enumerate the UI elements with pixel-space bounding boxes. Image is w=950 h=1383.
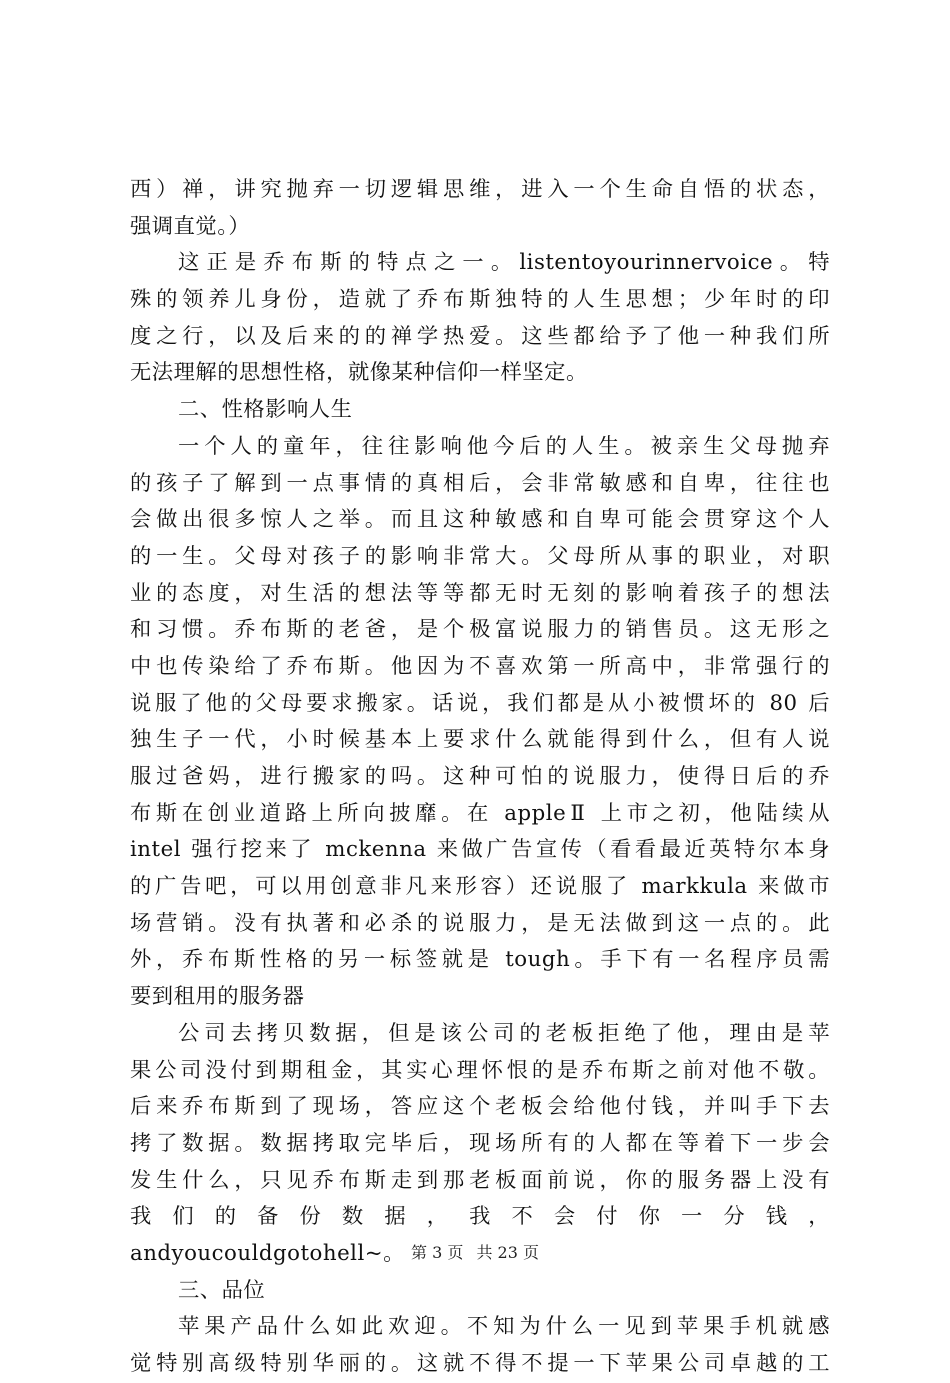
text-line: 无法理解的思想性格，就像某种信仰一样坚定。 xyxy=(130,360,588,386)
text-line: 的孩子了解到一点事情的真相后，会非常敏感和自卑，往往也 xyxy=(130,470,830,496)
text-line: 觉特别高级特别华丽的。这就不得不提一下苹果公司卓越的工 xyxy=(130,1351,830,1376)
text-line: 殊的领养儿身份，造就了乔布斯独特的人生思想；少年时的印 xyxy=(130,287,830,313)
text-line: 公司去拷贝数据，但是该公司的老板拒绝了他，理由是苹 xyxy=(178,1020,830,1046)
text-line: 外，乔布斯性格的另一标签就是 tough。手下有一名程序员需 xyxy=(130,947,830,973)
document-body xyxy=(130,172,830,1383)
text-line: 场营销。没有执著和必杀的说服力，是无法做到这一点的。此 xyxy=(130,910,830,936)
text-line: 拷了数据。数据拷取完毕后，现场所有的人都在等着下一步会 xyxy=(130,1130,830,1156)
text-line: andyoucouldgotohell~。 xyxy=(130,1240,405,1266)
text-line: 和习惯。乔布斯的老爸，是个极富说服力的销售员。这无形之 xyxy=(130,617,830,643)
page-total: 共 23 页 xyxy=(476,1243,539,1262)
text-line: 果公司没付到期租金，其实心理怀恨的是乔布斯之前对他不敬。 xyxy=(130,1057,830,1083)
text-line: 我 们 的 备 份 数 据 ， 我 不 会 付 你 一 分 钱 ， xyxy=(130,1204,830,1230)
text-line: 一个人的童年，往往影响他今后的人生。被亲生父母抛弃 xyxy=(178,433,830,459)
text-line: 的广告吧，可以用创意非凡来形容）还说服了 markkula 来做市 xyxy=(130,874,830,900)
text-line: 布斯在创业道路上所向披靡。在 appleⅡ 上市之初，他陆续从 xyxy=(130,800,830,826)
text-line: 中也传染给了乔布斯。他因为不喜欢第一所高中，非常强行的 xyxy=(130,653,830,679)
section-heading: 三、品位 xyxy=(178,1277,266,1303)
text-line: 度之行，以及后来的的禅学热爱。这些都给予了他一种我们所 xyxy=(130,323,830,349)
section-heading: 二、性格影响人生 xyxy=(178,397,353,423)
text-line: 独生子一代，小时候基本上要求什么就能得到什么，但有人说 xyxy=(130,727,830,753)
text-line: 苹果产品什么如此欢迎。不知为什么一见到苹果手机就感 xyxy=(178,1314,830,1340)
page-number: 第 3 页 xyxy=(411,1243,464,1262)
text-line: intel 强行挖来了 mckenna 来做广告宣传（看看最近英特尔本身 xyxy=(130,837,830,863)
text-line: 后来乔布斯到了现场，答应这个老板会给他付钱，并叫手下去 xyxy=(130,1094,830,1120)
page-footer xyxy=(0,1242,950,1264)
text-line: 要到租用的服务器 xyxy=(130,984,305,1010)
text-line: 服过爸妈，进行搬家的吗。这种可怕的说服力，使得日后的乔 xyxy=(130,764,830,789)
text-line: 西）禅，讲究抛弃一切逻辑思维，进入一个生命自悟的状态， xyxy=(130,177,830,202)
text-line: 发生什么，只见乔布斯走到那老板面前说，你的服务器上没有 xyxy=(130,1167,830,1193)
text-line: 强调直觉。） xyxy=(130,213,251,239)
text-line: 会做出很多惊人之举。而且这种敏感和自卑可能会贯穿这个人 xyxy=(130,507,830,533)
text-line: 说服了他的父母要求搬家。话说，我们都是从小被惯坏的 80 后 xyxy=(130,690,830,716)
text-line: 业的态度，对生活的想法等等都无时无刻的影响着孩子的想法 xyxy=(130,580,830,606)
text-line: 的一生。父母对孩子的影响非常大。父母所从事的职业，对职 xyxy=(130,543,830,569)
text-line: 这正是乔布斯的特点之一。listentoyourinnervoice。特 xyxy=(178,250,830,276)
